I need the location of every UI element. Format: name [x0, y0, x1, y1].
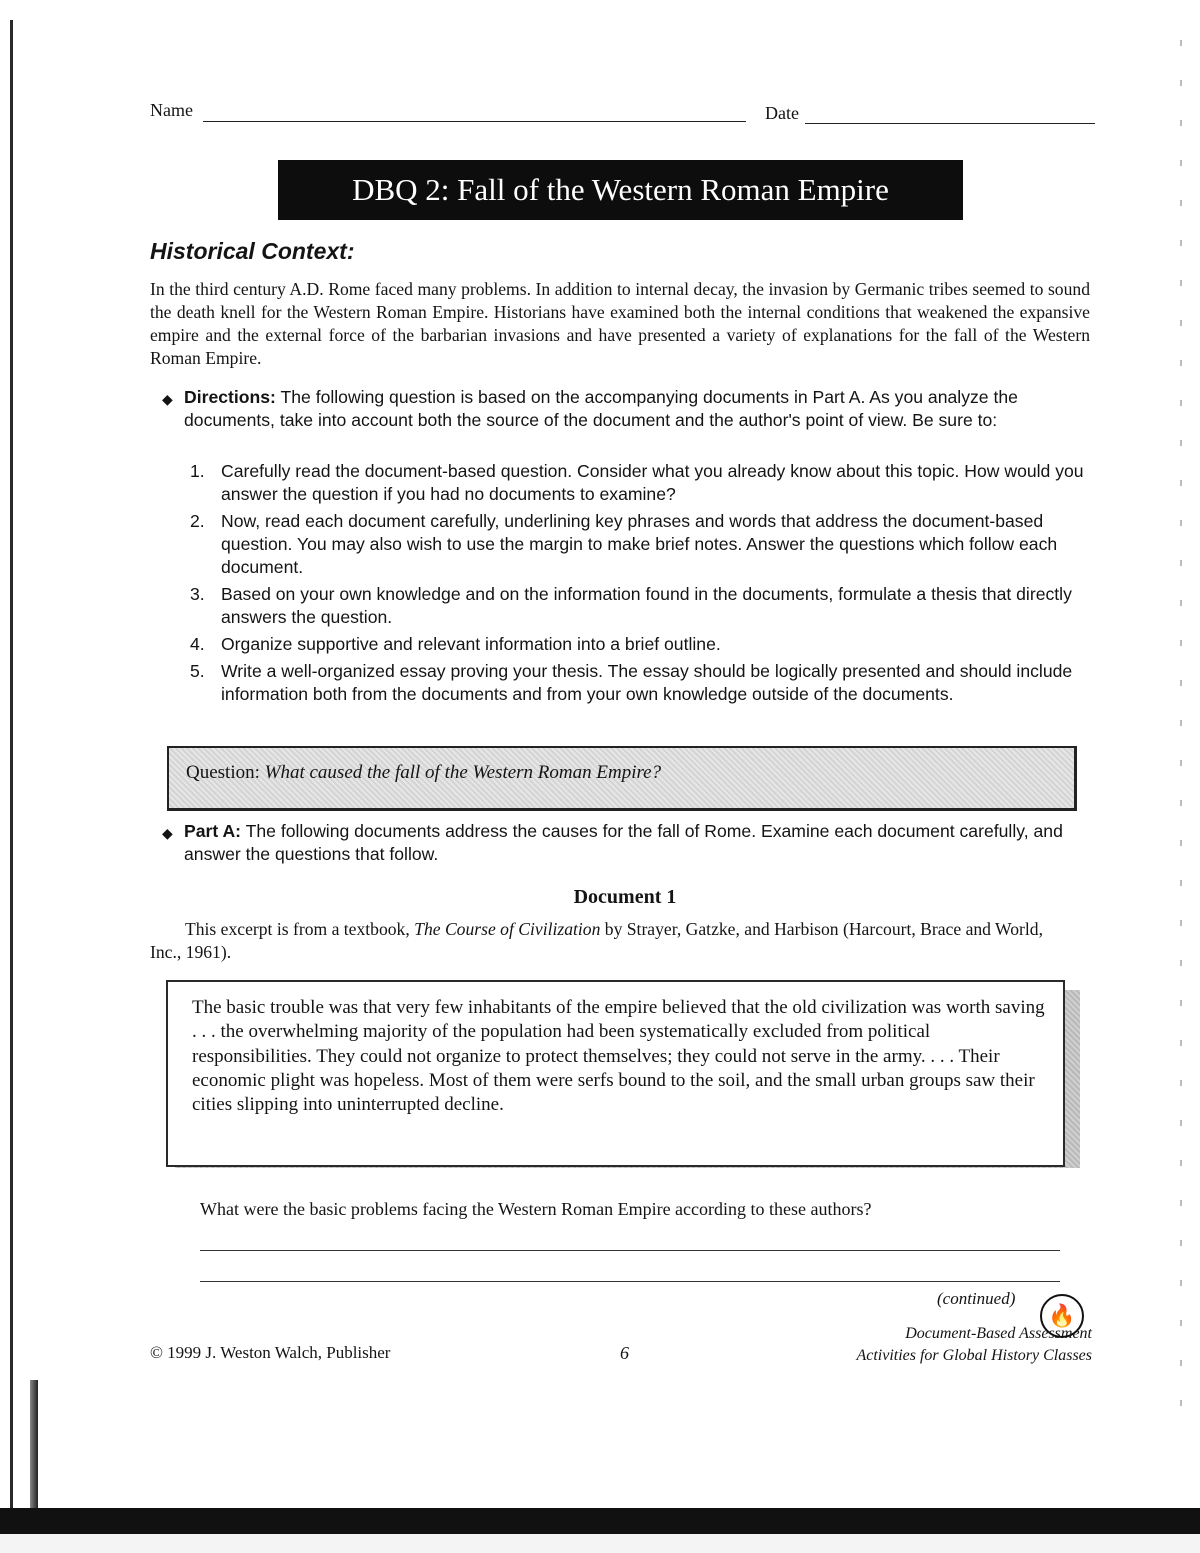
answer-line[interactable]: [200, 1250, 1060, 1251]
list-item: [190, 583, 1090, 629]
list-item: [190, 660, 1090, 706]
step-text: Now, read each document carefully, underlining key phrases and words that address the document-based question. You may also wish to use the margin to make brief notes. Answer the questions which follow each document.: [221, 511, 1058, 577]
step-text: Based on your own knowledge and on the information found in the documents, formulate a thesis that directly answers the question.: [221, 584, 1072, 627]
step-number: 3.: [190, 584, 205, 604]
step-number: 5.: [190, 661, 205, 681]
directions-label: Directions:: [184, 387, 276, 407]
diamond-bullet-icon: ◆: [162, 391, 173, 407]
document-quote: The basic trouble was that very few inhabitants of the empire believed that the old civilization was worth saving . . . the overwhelming majority of the population had been systematically excluded from political responsibilities. They could not organize to protect themselves; they could not serve in the army. . . . Their economic plight was hopeless. Most of them were serfs bound to the soil, and the small urban groups saw their cities slipping into uninterrupted decline.: [192, 997, 1045, 1116]
name-label: Name: [150, 100, 193, 120]
question-label: Question:: [186, 762, 260, 783]
scan-bottom-margin: [0, 1534, 1200, 1553]
scan-bottom-edge: [0, 1508, 1200, 1534]
step-text: Organize supportive and relevant information into a brief outline.: [221, 634, 721, 654]
directions-body: [184, 386, 1092, 432]
historical-context-heading: Historical Context:: [150, 238, 355, 264]
date-label: Date: [765, 103, 799, 123]
document-heading: Document 1: [573, 886, 677, 908]
walch-flame-logo-icon: 🔥: [1040, 1294, 1084, 1338]
part-a-text: The following documents address the causes for the fall of Rome. Examine each document carefully, and answer the questions that follow.: [184, 821, 1063, 864]
step-number: 4.: [190, 634, 205, 654]
step-number: 1.: [190, 461, 205, 481]
list-item: [190, 460, 1090, 506]
date-field[interactable]: [805, 123, 1095, 124]
intro-before: This excerpt is from a textbook,: [185, 919, 415, 939]
list-item: [190, 633, 1090, 656]
scan-right-marks: [1180, 40, 1182, 1440]
diamond-bullet-icon: ◆: [162, 825, 173, 841]
step-number: 2.: [190, 511, 205, 531]
document-question: What were the basic problems facing the Western Roman Empire according to these authors?: [200, 1199, 872, 1219]
part-a-label: Part A:: [184, 821, 242, 841]
book-title: The Course of Civilization: [414, 919, 601, 939]
list-item: [190, 510, 1090, 579]
continued-label: (continued): [937, 1289, 1016, 1308]
scan-left-edge: [10, 20, 13, 1510]
page-number: 6: [620, 1343, 629, 1363]
page-title: DBQ 2: Fall of the Western Roman Empire: [278, 160, 963, 220]
part-a-body: [184, 820, 1092, 866]
directions-text: The following question is based on the accompanying documents in Part A. As you analyze the documents, take into account both the source of the document and the author's point of view. Be sure to:: [184, 387, 1018, 430]
part-a-block: [162, 820, 1092, 866]
step-text: Carefully read the document-based question. Consider what you already know about this topic. How would you answer the question if you had no documents to examine?: [221, 461, 1084, 504]
series-line-2: Activities for Global History Classes: [856, 1347, 1092, 1364]
series-line-1: Document-Based Assessment: [905, 1325, 1092, 1342]
directions-steps: [190, 460, 1090, 710]
historical-context-text: In the third century A.D. Rome faced many problems. In addition to internal decay, the invasion by Germanic tribes seemed to sound the death knell for the Western Roman Empire. Historians have examined both the internal conditions that weakened the expansive empire and the external force of the barbarian invasions and have presented a variety of explanations for the fall of the Western Roman Empire.: [150, 279, 1090, 368]
question-line: [186, 762, 661, 784]
intro-after: by Strayer, Gatzke, and Harbison (Harcourt, Brace and World, Inc., 1961).: [150, 919, 1043, 962]
series-title: [800, 1323, 1092, 1367]
scan-left-shadow: [30, 1380, 38, 1510]
directions-block: [162, 386, 1092, 432]
name-field[interactable]: [203, 121, 746, 122]
document-intro: [150, 918, 1065, 964]
question-text: What caused the fall of the Western Roman Empire?: [264, 762, 662, 783]
step-text: Write a well-organized essay proving your thesis. The essay should be logically presented and should include information both from the documents and from your own knowledge outside of the documents.: [221, 661, 1073, 704]
copyright: © 1999 J. Weston Walch, Publisher: [150, 1343, 391, 1362]
answer-line[interactable]: [200, 1281, 1060, 1282]
